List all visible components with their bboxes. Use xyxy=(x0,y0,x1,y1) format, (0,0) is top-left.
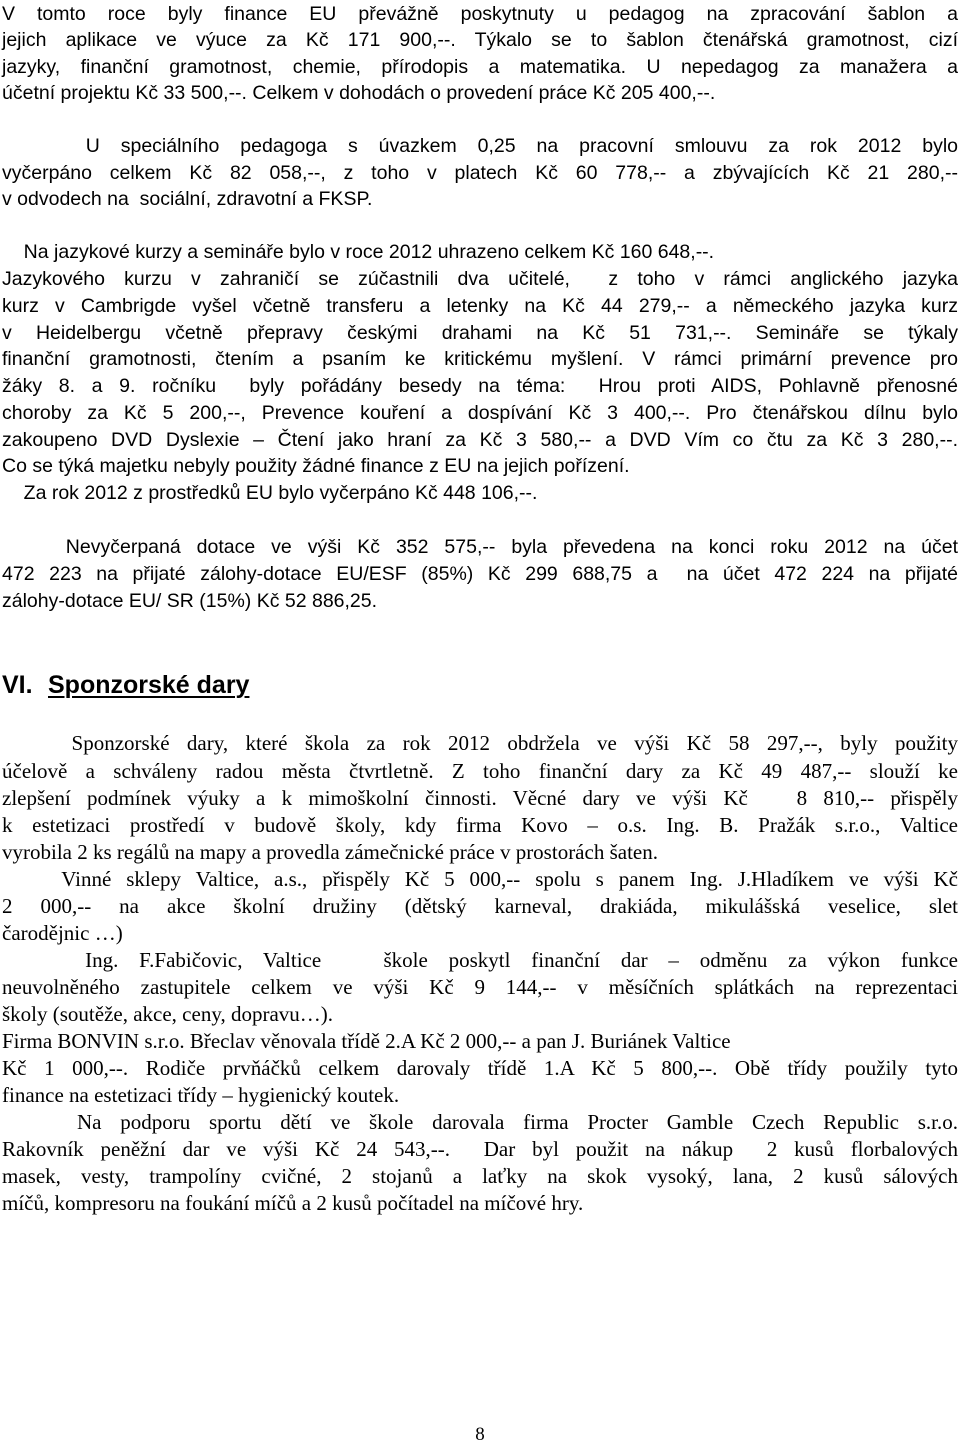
intro-line: V tomto roce byly finance EU převážně poskytnuty u pedagog na zpracování šablon a xyxy=(2,3,958,25)
sponsors-line: Sponzorské dary, které škola za rok 2012 obdržela ve výši Kč 58 297,--, byly použity xyxy=(2,731,958,755)
sponsors-line: Na podporu sportu dětí ve škole darovala firma Procter Gamble Czech Republic s.r.o. xyxy=(2,1110,958,1134)
sponsors-line: školy (soutěže, akce, ceny, dopravu…). xyxy=(2,1002,334,1026)
courses-line: Jazykového kurzu v zahraničí se zúčastnili dva učitelé, z toho v rámci anglického jazyka xyxy=(2,268,958,290)
sponsors-line: k estetizaci prostředí v budově školy, kdy firma Kovo – o.s. Ing. B. Pražák s.r.o., Valtice xyxy=(2,813,958,837)
courses-line: zakoupeno DVD Dyslexie – Čtení jako hraní za Kč 3 580,-- a DVD Vím co čtu za Kč 3 280,--. xyxy=(2,429,958,451)
sponsors-line: masek, vesty, trampolíny cvičné, 2 stojanů a laťky na skok vysoký, lana, 2 kusů sálových xyxy=(2,1164,958,1188)
intro-line: jazyky, finanční gramotnost, chemie, přírodopis a matematika. U nepedagog za manažera a xyxy=(2,56,958,78)
sponsors-line: finance na estetizaci třídy – hygienický koutek. xyxy=(2,1083,400,1107)
sponsors-line: Vinné sklepy Valtice, a.s., přispěly Kč 5 000,-- spolu s panem Ing. J.Hladíkem ve výši Kč xyxy=(2,867,958,891)
sponsors-line: účelově a schváleny radou města čtvrtletně. Z toho finanční dary za Kč 49 487,-- slouží ke xyxy=(2,759,958,783)
intro-line: jejich aplikace ve výuce za Kč 171 900,--. Týkalo se to šablon čtenářská gramotnost, cizí xyxy=(2,29,958,51)
courses-line: Na jazykové kurzy a semináře bylo v roce 2012 uhrazeno celkem Kč 160 648,--. xyxy=(2,241,715,263)
sponsors-line: neuvolněného zastupitele celkem ve výši Kč 9 144,-- v měsíčních splátkách na reprezentaci xyxy=(2,975,958,999)
sponsors-line: Firma BONVIN s.r.o. Břeclav věnovala třídě 2.A Kč 2 000,-- a pan J. Buriánek Valtice xyxy=(2,1029,731,1053)
courses-line: kurz v Cambrigde vyšel včetně transferu a letenky na Kč 44 279,-- a německého jazyka kurz xyxy=(2,295,958,317)
special-line: v odvodech na sociální, zdravotní a FKSP. xyxy=(2,188,373,210)
sponsors-line: míčů, kompresoru na foukání míčů a 2 kusů počítadel na míčové hry. xyxy=(2,1191,584,1215)
sponsors-line: vyrobila 2 ks regálů na mapy a provedla zámečnické práce v prostorách šaten. xyxy=(2,840,658,864)
sponsors-line: 2 000,-- na akce školní družiny (dětský karneval, drakiáda, mikulášská veselice, slet xyxy=(2,894,958,918)
special-line: U speciálního pedagoga s úvazkem 0,25 na pracovní smlouvu za rok 2012 bylo xyxy=(2,135,958,157)
section-heading xyxy=(2,669,249,701)
sponsors-line: Ing. F.Fabičovic, Valtice škole poskytl finanční dar – odměnu za výkon funkce xyxy=(2,948,958,972)
courses-line: finanční gramotnosti, čtením a psaním ke kritickému myšlení. V rámci primární prevence pro xyxy=(2,348,958,370)
unused-line: Nevyčerpaná dotace ve výši Kč 352 575,-- byla převedena na konci roku 2012 na účet xyxy=(2,536,958,558)
special-line: vyčerpáno celkem Kč 82 058,--, z toho v platech Kč 60 778,-- a zbývajících Kč 21 280,-- xyxy=(2,162,958,184)
sponsors-line: zlepšení podmínek výuky a k mimoškolní činnosti. Věcné dary ve výši Kč 8 810,-- přispěly xyxy=(2,786,958,810)
courses-line: žáky 8. a 9. ročníku byly pořádány besedy na téma: Hrou proti AIDS, Pohlavně přenosné xyxy=(2,375,958,397)
sponsors-line: Kč 1 000,--. Rodiče prvňáčků celkem darovaly třídě 1.A Kč 5 800,--. Obě třídy použily tyto xyxy=(2,1056,958,1080)
section-title: Sponzorské dary xyxy=(48,671,250,699)
courses-line: Co se týká majetku nebyly použity žádné finance z EU na jejich pořízení. xyxy=(2,455,630,477)
intro-line: účetní projektu Kč 33 500,--. Celkem v dohodách o provedení práce Kč 205 400,--. xyxy=(2,82,716,104)
unused-line: zálohy-dotace EU/ SR (15%) Kč 52 886,25. xyxy=(2,590,378,612)
courses-line: v Heidelbergu včetně přepravy českými drahami na Kč 51 731,--. Semináře se týkaly xyxy=(2,322,958,344)
courses-line: Za rok 2012 z prostředků EU bylo vyčerpáno Kč 448 106,--. xyxy=(2,482,538,504)
section-number: VI. xyxy=(2,671,33,699)
sponsors-line: Rakovník peněžní dar ve výši Kč 24 543,--. Dar byl použit na nákup 2 kusů florbalových xyxy=(2,1137,958,1161)
sponsors-line: čarodějnic …) xyxy=(2,921,123,945)
unused-line: 472 223 na přijaté zálohy-dotace EU/ESF (85%) Kč 299 688,75 a na účet 472 224 na přijaté xyxy=(2,563,958,585)
courses-line: choroby za Kč 5 200,--, Prevence kouření a dospívání Kč 3 400,--. Pro čtenářskou dílnu bylo xyxy=(2,402,958,424)
page-number: 8 xyxy=(475,1424,485,1445)
